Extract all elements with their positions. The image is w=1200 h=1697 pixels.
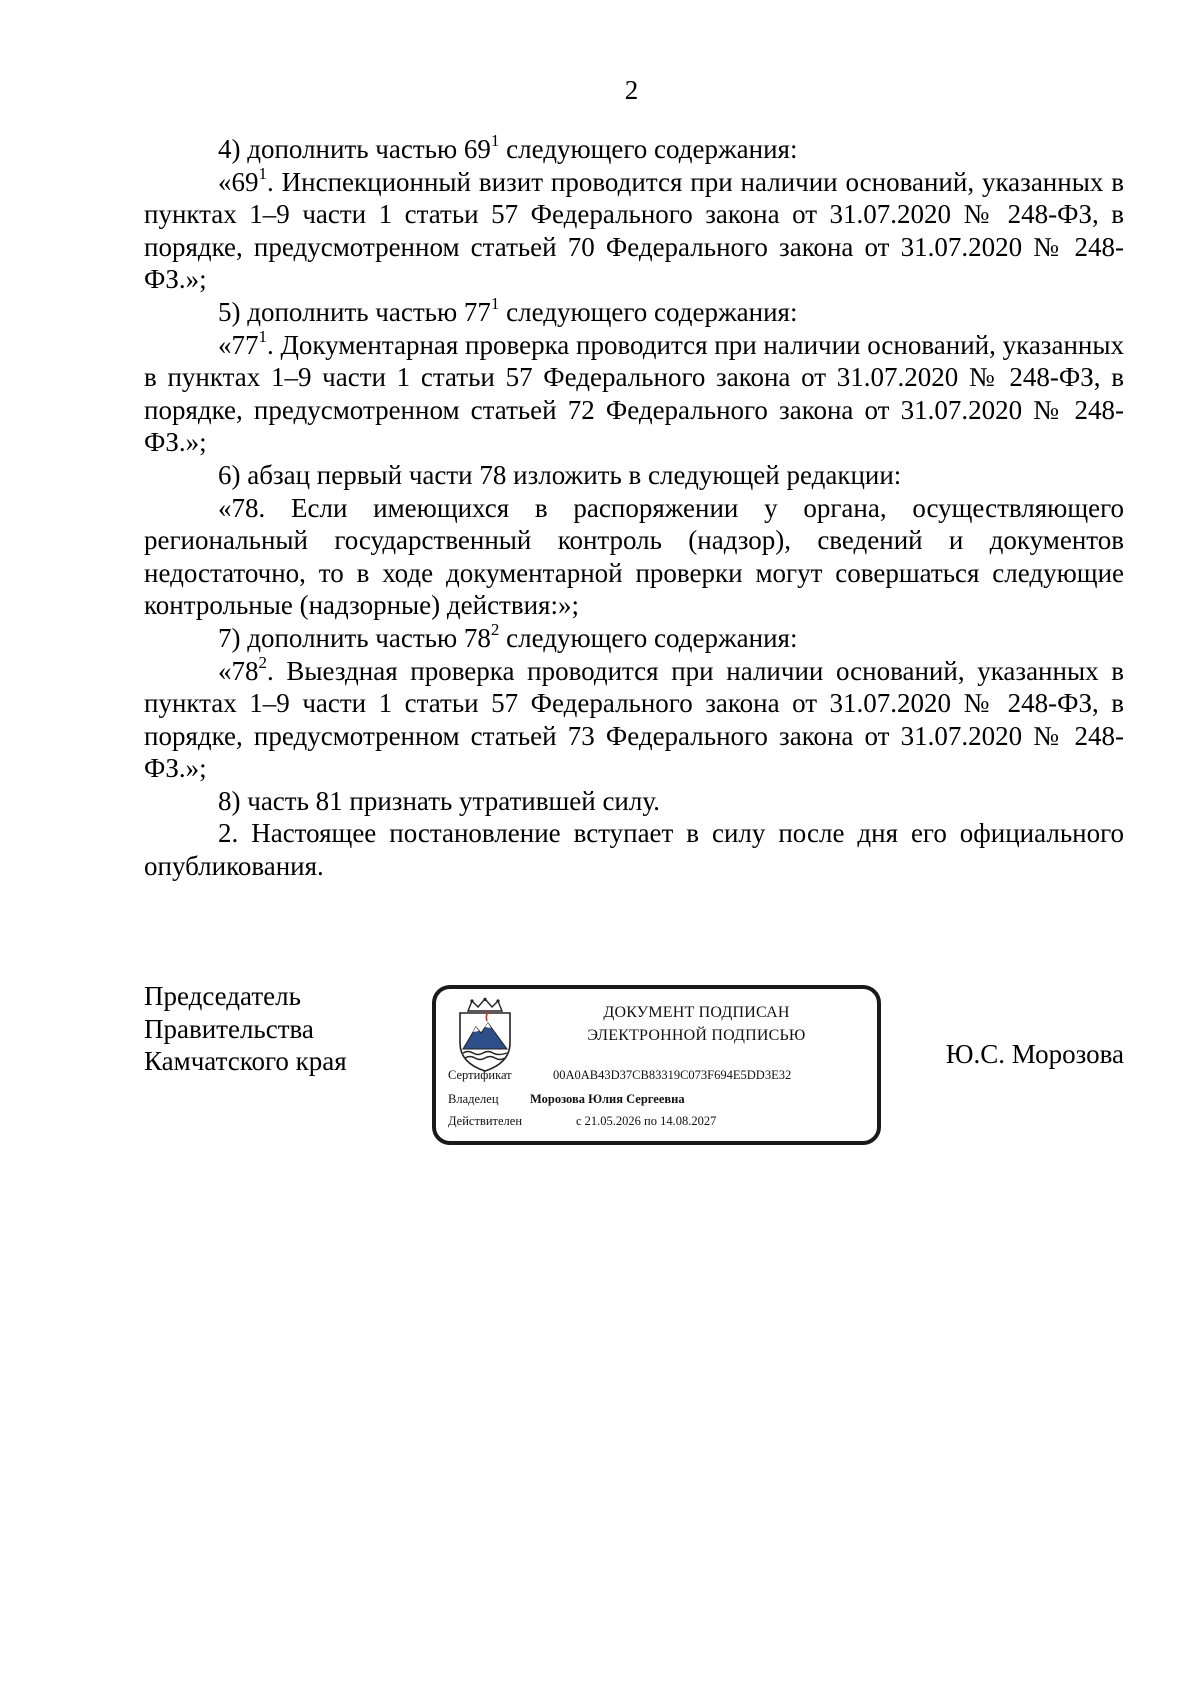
- coat-of-arms-icon: [454, 997, 516, 1073]
- stamp-validity-label: Действителен: [448, 1114, 523, 1128]
- stamp-owner-label: Владелец: [448, 1092, 499, 1106]
- paragraph-part-69-1-text: «$69^1$. Инспекционный визит проводится при наличии оснований, указанных в пунктах 1–9 части 1 статьи 57 Федерального закона от 31.07.2020 № 248-ФЗ, в порядке, предусмотренном статьей 70 Федерального закона от 31.07.2020 № 248-ФЗ.»;: [144, 163, 1124, 295]
- signer-name: Ю.С. Морозова: [945, 1039, 1124, 1069]
- paragraph-part-77-1-text: «$77^1$. Документарная проверка проводится при наличии оснований, указанных в пунктах 1–9 части 1 статьи 57 Федерального закона от 31.07.2020 № 248-ФЗ, в порядке, предусмотренном статьей 72 Федерального закона от 31.07.2020 № 248-ФЗ.»;: [144, 326, 1124, 458]
- stamp-validity-value: с 21.05.2026 по 14.08.2027: [576, 1114, 717, 1128]
- stamp-certificate-label: Сертификат: [448, 1068, 512, 1082]
- paragraph-part-78-text: «78. Если имеющихся в распоряжении у органа, осуществляющего региональный государственный контроль (надзор), сведений и документов недостаточно, то в ходе документарной проверки могут совершаться следующие контрольные (надзорные) действия:»;: [144, 492, 1124, 621]
- paragraph-item-7: 7) дополнить частью $78^2$ следующего содержания:: [218, 619, 798, 653]
- signer-title-line: Председатель: [144, 981, 301, 1011]
- stamp-owner-value: Морозова Юлия Сергеевна: [530, 1092, 685, 1106]
- stamp-owner-row: [448, 1091, 685, 1107]
- stamp-certificate-value: 00A0AB43D37CB83319C073F694E5DD3E32: [553, 1068, 792, 1082]
- signer-title-line: Правительства: [144, 1013, 314, 1044]
- paragraph-item-6: 6) абзац первый части 78 изложить в следующей редакции:: [218, 459, 902, 490]
- stamp-heading-line: ЭЛЕКТРОННОЙ ПОДПИСЬЮ: [587, 1027, 806, 1044]
- signer-title-line: Камчатского края: [144, 1046, 347, 1077]
- paragraph-part-78-2-text: «$78^2$. Выездная проверка проводится при наличии оснований, указанных в пунктах 1–9 части 1 статьи 57 Федерального закона от 31.07.2020 № 248-ФЗ, в порядке, предусмотренном статьей 73 Федерального закона от 31.07.2020 № 248-ФЗ.»;: [144, 652, 1124, 784]
- electronic-signature-stamp: [432, 985, 881, 1145]
- paragraph-item-5: 5) дополнить частью $77^1$ следующего содержания:: [218, 293, 798, 327]
- document-body: [144, 133, 1124, 883]
- page-number: 2: [624, 75, 639, 105]
- stamp-validity-row: [448, 1113, 716, 1129]
- paragraph-item-8: 8) часть 81 признать утратившей силу.: [218, 785, 660, 816]
- paragraph-effective-date: 2. Настоящее постановление вступает в силу после дня его официального опубликования.: [144, 818, 1124, 882]
- paragraph-item-4: 4) дополнить частью $69^1$ следующего содержания:: [218, 131, 798, 164]
- signer-title: [144, 980, 347, 1078]
- stamp-certificate-row: [448, 1067, 791, 1083]
- stamp-heading-line: ДОКУМЕНТ ПОДПИСАН: [603, 1004, 790, 1021]
